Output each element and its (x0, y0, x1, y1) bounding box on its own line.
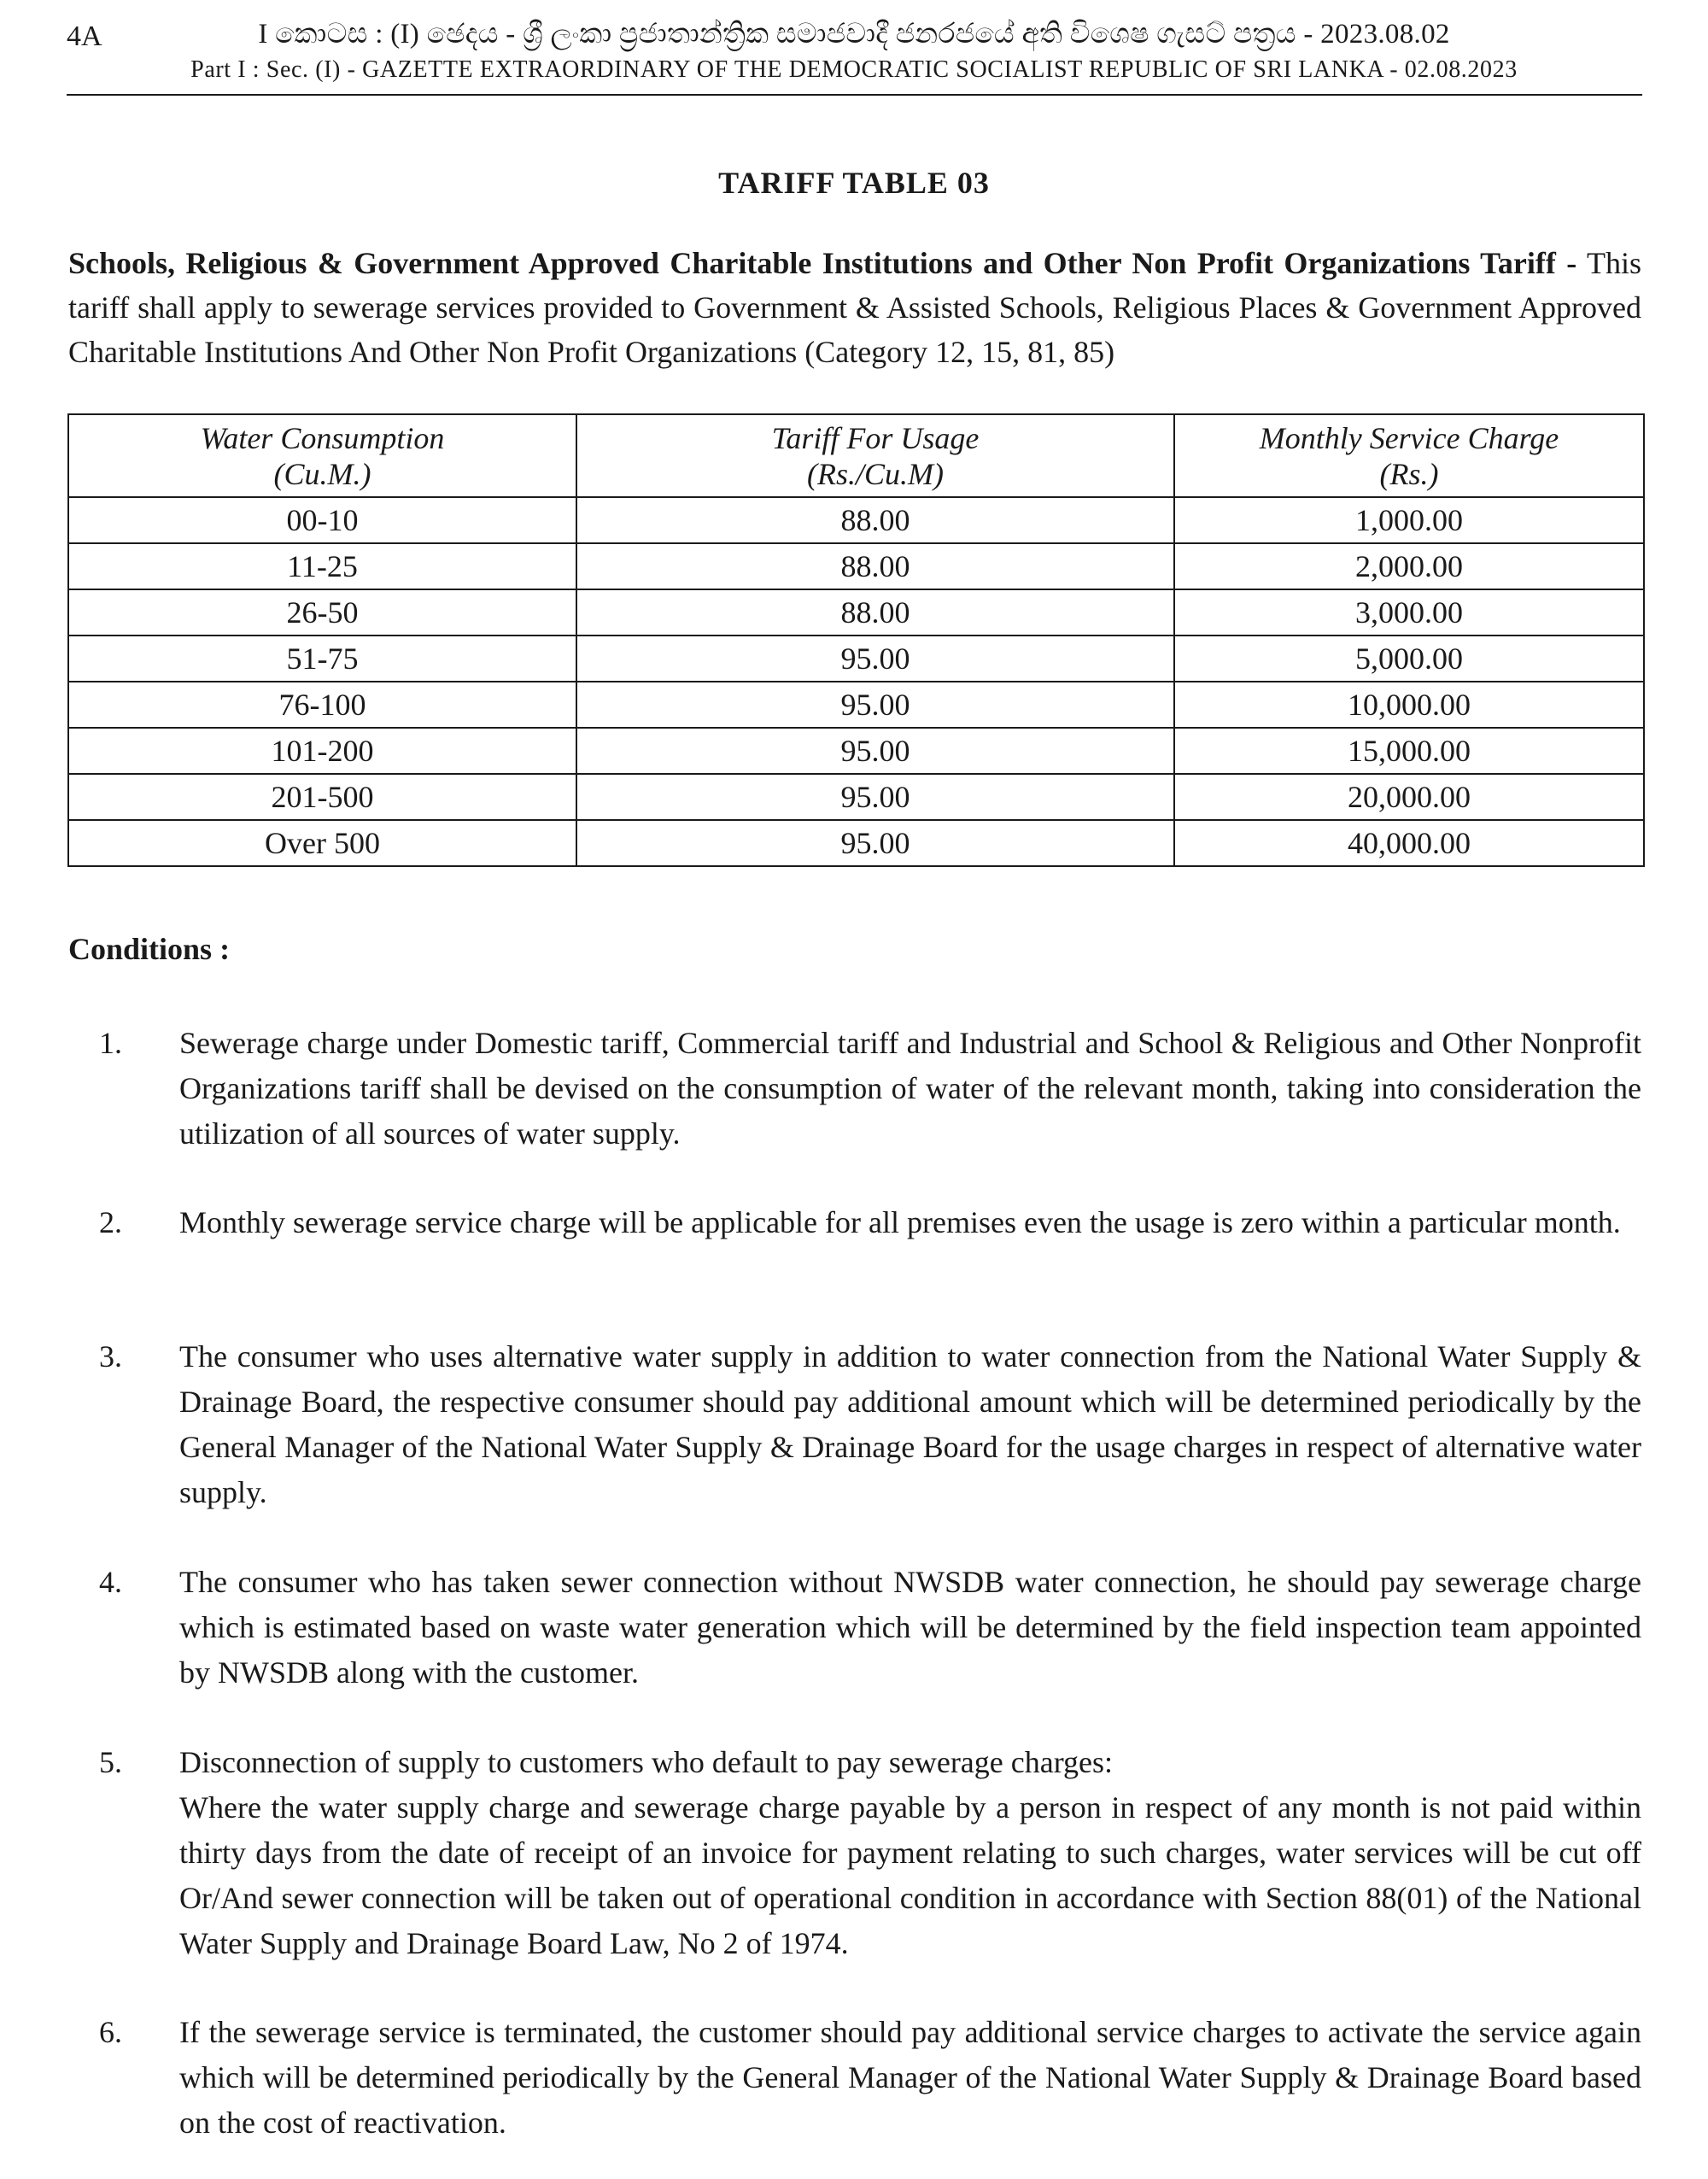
cell-consumption: 11-25 (68, 543, 576, 589)
gazette-header-english: Part I : Sec. (I) - GAZETTE EXTRAORDINARY OF THE DEMOCRATIC SOCIALIST REPUBLIC OF SRI LANKA - 02.08.2023 (190, 56, 1518, 83)
cell-usage-tariff: 95.00 (576, 820, 1174, 866)
tariff-table (67, 413, 1645, 867)
tariff-description-text: This tariff shall apply to sewerage services provided to Government & Assisted Schools, Religious Places & Government Approved Charitable Institutions And Other Non Profit Organizations (Category 12, 15, 81, 85) (68, 246, 1641, 369)
condition-item (68, 1740, 1641, 1966)
header-water-consumption (68, 414, 576, 497)
cell-usage-tariff: 88.00 (576, 497, 1174, 543)
cell-consumption: 51-75 (68, 636, 576, 682)
cell-consumption: 101-200 (68, 728, 576, 774)
cell-consumption: Over 500 (68, 820, 576, 866)
cell-service-charge: 1,000.00 (1174, 497, 1644, 543)
cell-usage-tariff: 95.00 (576, 682, 1174, 728)
cell-service-charge: 40,000.00 (1174, 820, 1644, 866)
condition-number: 4. (99, 1565, 122, 1599)
condition-item (68, 1021, 1641, 1157)
condition-title: Disconnection of supply to customers who default to pay sewerage charges: (179, 1745, 1114, 1779)
cell-service-charge: 20,000.00 (1174, 774, 1644, 820)
cell-service-charge: 3,000.00 (1174, 589, 1644, 636)
header-water-consumption-unit: (Cu.M.) (273, 456, 371, 491)
tariff-table-title: TARIFF TABLE 03 (718, 166, 990, 200)
gazette-header-sinhala: I කොටස : (I) ඡෙදය - ශ්‍රී ලංකා ප්‍රජාතාන්ත්‍රික සමාජවාදී ජනරජයේ අති විශෙෂ ගැසට් පත්‍රය - 2023.08.02 (258, 19, 1450, 50)
page-number: 4A (67, 21, 102, 52)
cell-service-charge: 2,000.00 (1174, 543, 1644, 589)
header-monthly-service-charge-label: Monthly Service Charge (1259, 420, 1559, 455)
cell-usage-tariff: 88.00 (576, 543, 1174, 589)
condition-text: The consumer who uses alternative water supply in addition to water connection from the National Water Supply & Drainage Board, the respective consumer should pay additional amount which will be determined periodically by the General Manager of the National Water Supply & Drainage Board for the usage charges in respect of alternative water supply. (179, 1339, 1641, 1509)
condition-item (68, 1334, 1641, 1515)
table-row (68, 636, 1644, 682)
condition-text: The consumer who has taken sewer connection without NWSDB water connection, he should pay sewerage charge which is estimated based on waste water generation which will be determined by the field inspection team appointed by NWSDB along with the customer. (179, 1565, 1641, 1690)
table-row (68, 682, 1644, 728)
cell-service-charge: 5,000.00 (1174, 636, 1644, 682)
condition-number: 5. (99, 1745, 122, 1779)
conditions-heading: Conditions : (68, 932, 231, 966)
cell-usage-tariff: 95.00 (576, 728, 1174, 774)
condition-text: Sewerage charge under Domestic tariff, Commercial tariff and Industrial and School & Religious and Other Nonprofit Organizations tariff shall be devised on the consumption of water of the relevant month, taking into consideration the utilization of all sources of water supply. (179, 1026, 1641, 1151)
cell-usage-tariff: 95.00 (576, 636, 1174, 682)
table-row (68, 497, 1644, 543)
condition-text: Where the water supply charge and sewerage charge payable by a person in respect of any month is not paid within thirty days from the date of receipt of an invoice for payment relating to such charges, water services will be cut off Or/And sewer connection will be taken out of operational condition in accordance with Section 88(01) of the National Water Supply and Drainage Board Law, No 2 of 1974. (179, 1790, 1641, 1960)
condition-number: 3. (99, 1339, 122, 1374)
table-row (68, 728, 1644, 774)
condition-item (68, 1560, 1641, 1696)
header-tariff-for-usage (576, 414, 1174, 497)
header-divider (67, 94, 1642, 96)
header-water-consumption-label: Water Consumption (200, 420, 445, 455)
condition-number: 6. (99, 2015, 122, 2049)
cell-usage-tariff: 95.00 (576, 774, 1174, 820)
cell-consumption: 26-50 (68, 589, 576, 636)
header-monthly-service-charge-unit: (Rs.) (1379, 456, 1439, 491)
header-tariff-for-usage-label: Tariff For Usage (771, 420, 980, 455)
table-row (68, 774, 1644, 820)
cell-service-charge: 15,000.00 (1174, 728, 1644, 774)
tariff-table-header-row (68, 414, 1644, 497)
header-tariff-for-usage-unit: (Rs./Cu.M) (807, 456, 944, 491)
cell-service-charge: 10,000.00 (1174, 682, 1644, 728)
condition-item (68, 2010, 1641, 2146)
condition-text: If the sewerage service is terminated, the customer should pay additional service charges to activate the service again which will be determined periodically by the General Manager of the National Water Supply & Drainage Board based on the cost of reactivation. (179, 2015, 1641, 2140)
table-row (68, 820, 1644, 866)
table-row (68, 543, 1644, 589)
condition-number: 2. (99, 1205, 122, 1239)
table-row (68, 589, 1644, 636)
cell-consumption: 201-500 (68, 774, 576, 820)
condition-text: Monthly sewerage service charge will be applicable for all premises even the usage is zero within a particular month. (179, 1205, 1621, 1239)
header-monthly-service-charge (1174, 414, 1644, 497)
tariff-description (68, 241, 1641, 374)
tariff-description-lead: Schools, Religious & Government Approved Charitable Institutions and Other Non Profit Organizations Tariff - (68, 246, 1577, 280)
condition-number: 1. (99, 1026, 122, 1060)
cell-consumption: 00-10 (68, 497, 576, 543)
cell-usage-tariff: 88.00 (576, 589, 1174, 636)
cell-consumption: 76-100 (68, 682, 576, 728)
condition-item (68, 1200, 1641, 1245)
